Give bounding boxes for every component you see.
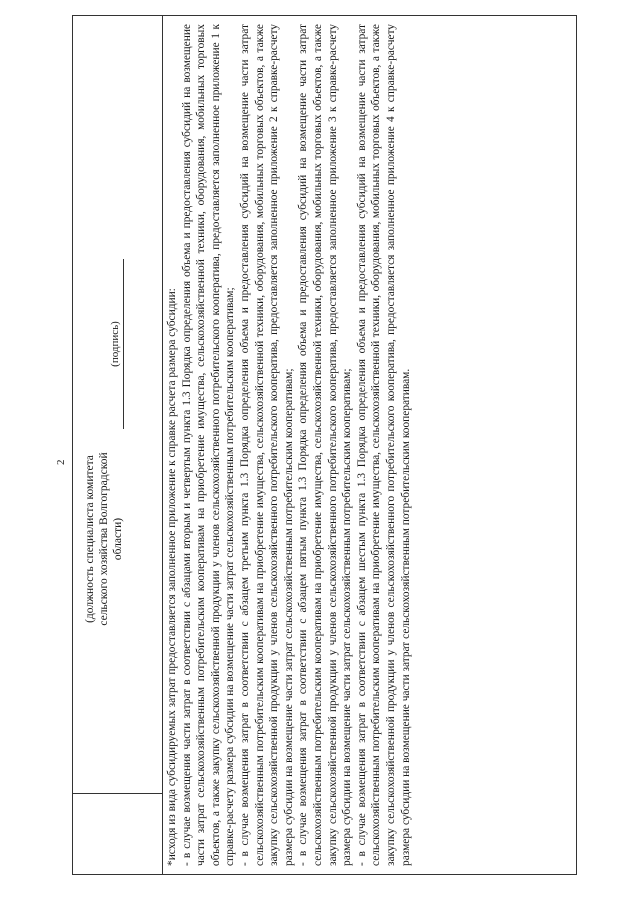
signature-row bbox=[73, 16, 163, 874]
footnotes bbox=[165, 24, 413, 866]
document-table bbox=[72, 15, 577, 875]
footnote-item: - в случае возмещения затрат в соответствии с абзацем пятым пункта 1.3 Порядка определения объема и предоставления субсидий на возмещение части затрат сельскохозяйственным потребительским кооперативам на приобретение имущества, сельскохозяйственной техники, оборудования, мобильных торговых объектов, а также закупку сельскохозяйственной продукции у членов сельскохозяйственного потребительского кооператива, предоставляется заполненное приложение 3 к справке-расчету размера субсидии на возмещение части затрат сельскохозяйственным потребительским кооперативам; bbox=[297, 24, 354, 866]
specialist-position: (должность специалиста комитета сельского хозяйства Волгоградской области) bbox=[84, 452, 124, 626]
signature-line bbox=[123, 259, 124, 429]
footnote-item: - в случае возмещения части затрат в соответствии с абзацами вторым и четвертым пункта 1.3 Порядка определения объема и предоставления субсидий на возмещение части затрат сельскохозяйственным потребительским кооперативам на приобретение имущества, сельскохозяйственной техники, оборудования, мобильных торговых объектов, а также закупку сельскохозяйственной продукции у членов сельскохозяйственного потребительского кооператива, предоставляется заполненное приложение 1 к справке-расчету размера субсидии на возмещение части затрат сельскохозяйственным потребительским кооперативам; bbox=[180, 24, 237, 866]
footnote-intro: *исходя из вида субсидируемых затрат предоставляется заполненное приложение к справке расчета размера субсидии: bbox=[166, 288, 178, 866]
footnote-item: - в случае возмещения затрат в соответствии с абзацем шестым пункта 1.3 Порядка определения объема и предоставления субсидий на возмещение части затрат сельскохозяйственным потребительским кооперативам на приобретение имущества, сельскохозяйственной техники, оборудования, мобильных торговых объектов, а также закупку сельскохозяйственной продукции у членов сельскохозяйственного потребительского кооператива, предоставляется заполненное приложение 4 к справке-расчету размера субсидии на возмещение части затрат сельскохозяйственным потребительским кооперативам. bbox=[355, 24, 412, 866]
signature-caption: (подпись) bbox=[109, 321, 121, 367]
footnote-item: - в случае возмещения затрат в соответствии с абзацем третьим пункта 1.3 Порядка определения объема и предоставления субсидий на возмещение части затрат сельскохозяйственным потребительским кооперативам на приобретение имущества, сельскохозяйственной техники, оборудования, мобильных торговых объектов, а также закупку сельскохозяйственной продукции у членов сельскохозяйственного потребительского кооператива, предоставляется заполненное приложение 2 к справке-расчету размера субсидии на возмещение части затрат сельскохозяйственным потребительским кооперативам; bbox=[238, 24, 295, 866]
page-number: 2 bbox=[55, 459, 67, 465]
table-divider bbox=[73, 793, 162, 794]
